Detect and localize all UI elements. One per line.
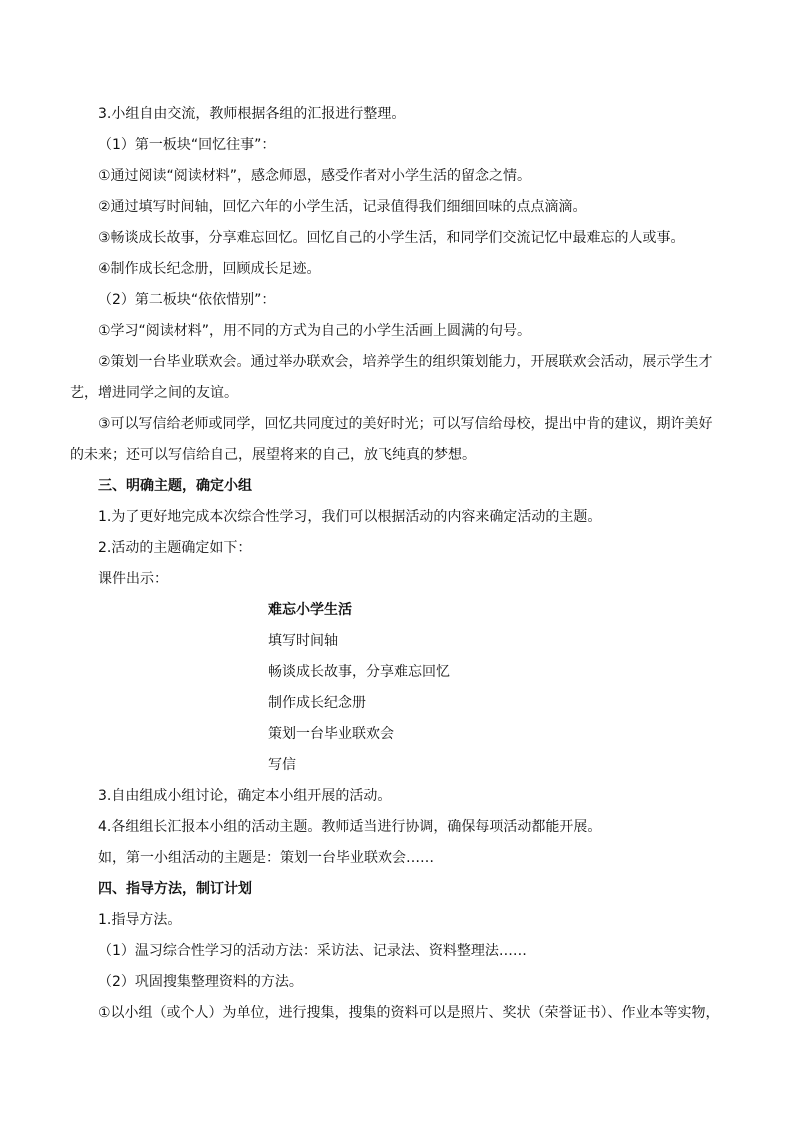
paragraph: （2）巩固搜集整理资料的方法。 (98, 974, 303, 990)
paragraph: 的未来；还可以写信给自己，展望将来的自己，放飞纯真的梦想。 (70, 447, 476, 463)
paragraph: 1.为了更好地完成本次综合性学习，我们可以根据活动的内容来确定活动的主题。 (98, 509, 602, 525)
paragraph: 1.指导方法。 (98, 912, 182, 928)
paragraph: 艺，增进同学之间的友谊。 (70, 385, 238, 401)
paragraph: ③可以写信给老师或同学，回忆共同度过的美好时光；可以写信给母校，提出中肯的建议，期许美好 (98, 416, 713, 432)
section-heading: 三、明确主题，确定小组 (98, 478, 252, 494)
paragraph: 2.活动的主题确定如下： (98, 540, 252, 556)
paragraph: （1）第一板块“回忆往事”： (98, 137, 276, 153)
paragraph: ①以小组（或个人）为单位，进行搜集，搜集的资料可以是照片、奖状（荣誉证书）、作业本等实物， (98, 1005, 720, 1021)
topic-item: 策划一台毕业联欢会 (268, 726, 394, 742)
paragraph: 3.自由组成小组讨论，确定本小组开展的活动。 (98, 788, 392, 804)
topic-item: 填写时间轴 (268, 633, 338, 649)
paragraph: ③畅谈成长故事，分享难忘回忆。回忆自己的小学生活，和同学们交流记忆中最难忘的人或事。 (98, 230, 685, 246)
paragraph: 4.各组组长汇报本小组的活动主题。教师适当进行协调，确保每项活动都能开展。 (98, 819, 602, 835)
paragraph: ①学习“阅读材料”，用不同的方式为自己的小学生活画上圆满的句号。 (98, 323, 532, 339)
topic-item: 制作成长纪念册 (268, 695, 366, 711)
paragraph: 课件出示： (98, 571, 168, 587)
paragraph: 如，第一小组活动的主题是：策划一台毕业联欢会…… (98, 850, 434, 866)
topic-item: 畅谈成长故事，分享难忘回忆 (268, 664, 450, 680)
paragraph: （2）第二板块“依依惜别”： (98, 292, 276, 308)
section-heading: 四、指导方法，制订计划 (98, 881, 252, 897)
paragraph: ①通过阅读“阅读材料”，感念师恩，感受作者对小学生活的留念之情。 (98, 168, 532, 184)
topic-item: 写信 (268, 757, 296, 773)
topic-title: 难忘小学生活 (268, 602, 352, 618)
paragraph: 3.小组自由交流，教师根据各组的汇报进行整理。 (98, 106, 406, 122)
paragraph: ④制作成长纪念册，回顾成长足迹。 (98, 261, 321, 277)
paragraph: （1）温习综合性学习的活动方法：采访法、记录法、资料整理法…… (98, 943, 527, 959)
paragraph: ②通过填写时间轴，回忆六年的小学生活，记录值得我们细细回味的点点滴滴。 (98, 199, 587, 215)
paragraph: ②策划一台毕业联欢会。通过举办联欢会，培养学生的组织策划能力，开展联欢会活动，展示学生才 (98, 354, 713, 370)
